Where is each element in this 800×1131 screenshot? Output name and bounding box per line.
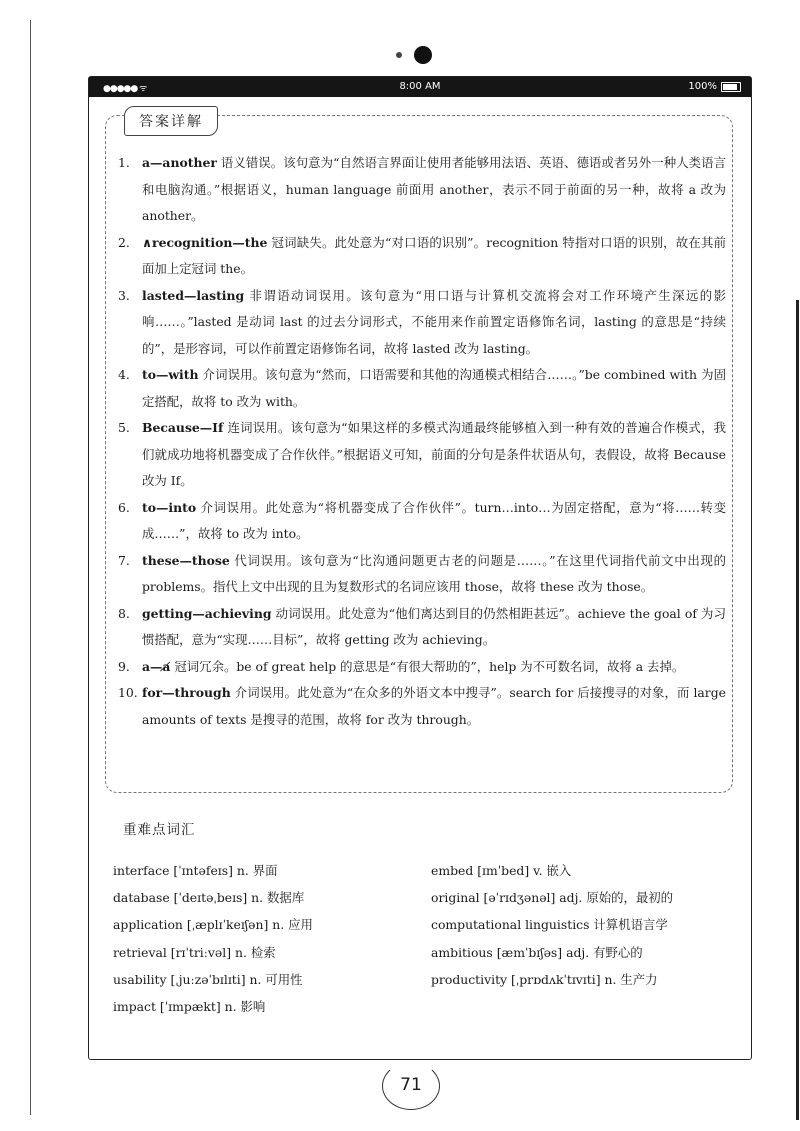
answer-item-number: 5. — [118, 420, 130, 435]
answer-item-correction: lasted—lasting — [142, 287, 245, 303]
answer-item-explanation: 代词误用。该句意为“比沟通问题更古老的问题是……。”在这里代词指代前文中出现的 problems。指代上文中出现的且为复数形式的名词应该用 those，故将 these 改为 those。 — [142, 552, 726, 594]
answer-explanation-box — [105, 115, 733, 793]
answer-item-number: 9. — [118, 658, 130, 674]
answer-item-explanation: 介词误用。此处意为“将机器变成了合作伙伴”。turn…into…为固定搭配，意为“将……转变成……”，故将 to 改为 into。 — [142, 499, 726, 541]
answer-item — [118, 415, 726, 495]
answer-item-number: 7. — [118, 552, 130, 568]
vocabulary-title: 重难点词汇 — [123, 822, 196, 838]
vocabulary-entry: original [əˈrɪdʒənəl] adj. 原始的，最初的 — [431, 890, 674, 906]
answer-item-correction: getting—achieving — [142, 605, 272, 621]
answer-item-explanation: 介词误用。该句意为“然而，口语需要和其他的沟通模式相结合……。”be combined with 为固定搭配，故将 to 改为 with。 — [142, 367, 726, 409]
vocabulary-entry: retrieval [rɪˈtriːvəl] n. 检索 — [113, 944, 276, 960]
answer-item — [118, 548, 726, 601]
answer-item-number: 8. — [118, 605, 130, 621]
answer-item-explanation: 冠词冗余。be of great help 的意思是“有很大帮助的”，help 为不可数名词，故将 a 去掉。 — [170, 658, 685, 674]
page-number-badge — [382, 1062, 442, 1112]
tablet-screen — [88, 76, 752, 1060]
answer-item — [118, 283, 726, 363]
vocabulary-entry: database [ˈdeɪtəˌbeɪs] n. 数据库 — [113, 890, 305, 906]
answer-item-explanation: 动词误用。此处意为“他们离达到目的仍然相距甚远”。achieve the goal of 为习惯搭配，意为“实现……目标”，故将 getting 改为 achieving。 — [142, 605, 726, 647]
vocabulary-entry: usability [ˌjuːzəˈbɪlɪti] n. 可用性 — [113, 971, 303, 987]
answer-item-number: 1. — [118, 155, 130, 170]
page-edge-line-right — [796, 300, 799, 1120]
vocabulary-entry: application [ˌæplɪˈkeɪʃən] n. 应用 — [113, 917, 313, 933]
vocabulary-entry: impact [ˈɪmpækt] n. 影响 — [113, 998, 266, 1014]
camera-icon — [414, 46, 432, 64]
vocabulary-column-right — [431, 857, 673, 993]
battery-icon — [721, 82, 741, 92]
answer-item — [118, 150, 726, 230]
answer-section-title: 答案详解 — [124, 106, 218, 136]
answer-item-correction: these—those — [142, 552, 230, 568]
answer-item-correction: a—a̸ — [142, 658, 171, 674]
answer-item — [118, 495, 726, 548]
answer-item-explanation: 非谓语动词误用。该句意为“用口语与计算机交流将会对工作环境产生深远的影响……。”lasted 是动词 last 的过去分词形式，不能用来作前置定语修饰名词，lasting 的意思是“持续的”，是形容词，可以作前置定语修饰名词，故将 lasted 改为 lasting。 — [142, 287, 726, 356]
answer-item-correction: to—into — [142, 499, 197, 515]
camera-sensor-icon — [396, 52, 402, 58]
answer-item — [118, 654, 726, 681]
vocabulary-entry: productivity [ˌprɒdʌkˈtɪvɪti] n. 生产力 — [431, 971, 658, 987]
answer-item — [118, 680, 726, 733]
page-edge-line — [30, 20, 31, 1115]
answer-item-correction: a—another — [142, 155, 217, 170]
answer-item — [118, 601, 726, 654]
answer-item-number: 2. — [118, 234, 130, 250]
answer-item-number: 6. — [118, 499, 130, 515]
answer-item-explanation: 语义错误。该句意为“自然语言界面让使用者能够用法语、英语、德语或者另外一种人类语言和电脑沟通。”根据语义，human language 前面用 another，表示不同于前面的另一种，故将 a 改为 another。 — [142, 155, 726, 223]
page-number: 71 — [400, 1075, 422, 1095]
answer-list — [118, 150, 726, 733]
battery-percentage: 100% — [688, 81, 717, 92]
answer-item-correction: ∧recognition—the — [142, 234, 268, 250]
answer-item-number: 4. — [118, 367, 130, 382]
answer-item-correction: for—through — [142, 685, 231, 700]
vocabulary-column-left — [113, 857, 313, 1020]
vocabulary-entry: ambitious [æmˈbɪʃəs] adj. 有野心的 — [431, 944, 643, 960]
answer-item-number: 10. — [118, 685, 138, 700]
answer-item — [118, 362, 726, 415]
status-bar — [89, 77, 751, 97]
vocabulary-entry: computational linguistics 计算机语言学 — [431, 917, 668, 933]
answer-item-explanation: 介词误用。此处意为“在众多的外语文本中搜寻”。search for 后接搜寻的对象，而 large amounts of texts 是搜寻的范围，故将 for 改为 through。 — [142, 685, 726, 727]
vocabulary-entry: interface [ˈɪntəfeɪs] n. 界面 — [113, 863, 278, 878]
answer-item-explanation: 连词误用。该句意为“如果这样的多模式沟通最终能够植入到一种有效的普遍合作模式，我们就成功地将机器变成了合作伙伴。”根据语义可知，前面的分句是条件状语从句，表假设，故将 Because 改为 If。 — [142, 420, 726, 488]
answer-item-correction: Because—If — [142, 420, 224, 435]
answer-item-explanation: 冠词缺失。此处意为“对口语的识别”。recognition 特指对口语的识别，故在其前面加上定冠词 the。 — [142, 234, 726, 276]
signal-icon: ●●●●● ᯤ — [103, 84, 147, 94]
answer-item-number: 3. — [118, 287, 130, 303]
status-time: 8:00 AM — [399, 81, 441, 92]
answer-item — [118, 230, 726, 283]
answer-item-correction: to—with — [142, 367, 199, 382]
vocabulary-entry: embed [ɪmˈbed] v. 嵌入 — [431, 863, 572, 878]
